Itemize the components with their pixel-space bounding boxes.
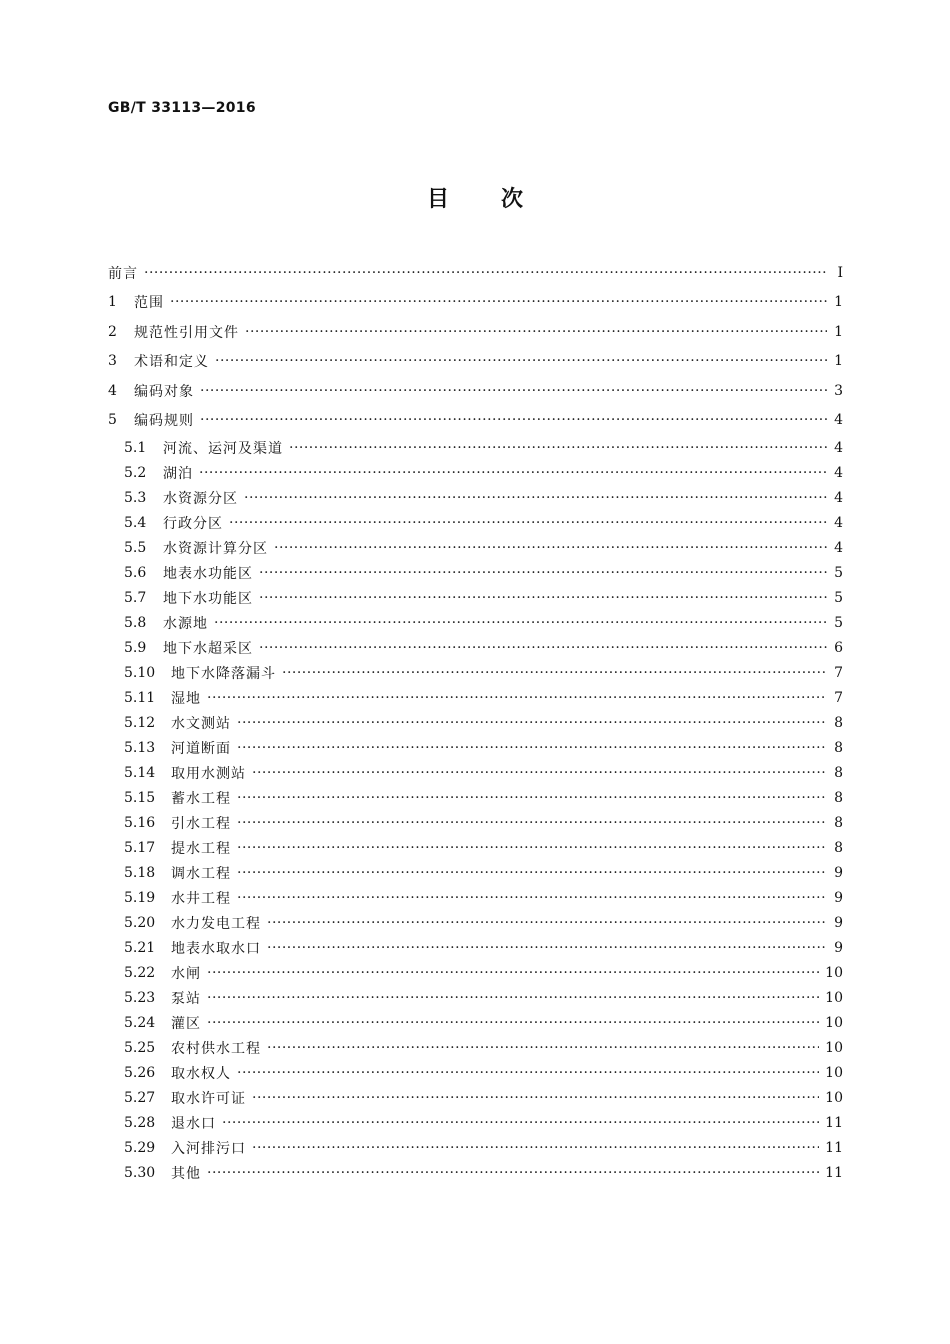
toc-entry[interactable] bbox=[108, 1035, 843, 1060]
dot-leader bbox=[207, 1015, 819, 1031]
toc-entry[interactable] bbox=[108, 960, 843, 985]
toc-entry[interactable] bbox=[108, 485, 843, 510]
toc-entry-number: 5.12 bbox=[124, 714, 156, 731]
title-char-1: 目 bbox=[426, 187, 449, 212]
toc-entry-number: 5.4 bbox=[124, 514, 147, 531]
toc-entry-page: 8 bbox=[834, 739, 843, 756]
toc-entry-label: 范围 bbox=[134, 295, 164, 312]
toc-entry[interactable] bbox=[108, 635, 843, 660]
toc-entry-number: 5.10 bbox=[124, 664, 156, 681]
toc-entry-number: 2 bbox=[108, 323, 117, 340]
dot-leader bbox=[267, 1040, 819, 1056]
toc-entry[interactable] bbox=[108, 860, 843, 885]
toc-entry-label: 行政分区 bbox=[163, 515, 223, 532]
toc-entry[interactable] bbox=[108, 376, 843, 406]
dot-leader bbox=[259, 565, 827, 581]
toc-entry-label: 蓄水工程 bbox=[171, 790, 231, 807]
toc-entry[interactable] bbox=[108, 317, 843, 347]
toc-entry-label: 规范性引用文件 bbox=[134, 324, 239, 341]
toc-entry-page: 10 bbox=[825, 1064, 843, 1081]
toc-entry-page: 10 bbox=[825, 1039, 843, 1056]
toc-entry-label: 地表水功能区 bbox=[163, 565, 253, 582]
toc-entry-number: 5.8 bbox=[124, 614, 147, 631]
toc-entry-label: 水闸 bbox=[171, 965, 201, 982]
dot-leader bbox=[207, 990, 819, 1006]
toc-entry-page: 10 bbox=[825, 964, 843, 981]
dot-leader bbox=[252, 1090, 819, 1106]
toc-entry-page: 8 bbox=[834, 764, 843, 781]
toc-entry-page: 4 bbox=[834, 412, 843, 429]
toc-entry-page: 11 bbox=[825, 1164, 843, 1181]
dot-leader bbox=[252, 1140, 819, 1156]
toc-entry[interactable] bbox=[108, 288, 843, 318]
toc-entry-label: 湿地 bbox=[171, 690, 201, 707]
title-char-2: 次 bbox=[501, 187, 524, 212]
dot-leader bbox=[237, 890, 827, 906]
standard-code: GB/T 33113—2016 bbox=[108, 100, 256, 116]
toc-entry-page: 8 bbox=[834, 789, 843, 806]
dot-leader bbox=[200, 412, 827, 428]
toc-entry-number: 5.16 bbox=[124, 814, 156, 831]
toc-entry[interactable] bbox=[108, 1135, 843, 1160]
toc-entry-number: 5.6 bbox=[124, 564, 147, 581]
toc-entry[interactable] bbox=[108, 435, 843, 460]
toc-entry-number: 5.15 bbox=[124, 789, 156, 806]
toc-entry-page: 5 bbox=[834, 589, 843, 606]
toc-entry-page: 8 bbox=[834, 839, 843, 856]
toc-entry-label: 地下水超采区 bbox=[163, 640, 253, 657]
toc-entry[interactable] bbox=[108, 685, 843, 710]
dot-leader bbox=[259, 640, 827, 656]
toc-entry-label: 地下水降落漏斗 bbox=[171, 665, 276, 682]
toc-entry-label: 灌区 bbox=[171, 1015, 201, 1032]
toc-entry-page: 1 bbox=[834, 323, 843, 340]
toc-entry-number: 5.14 bbox=[124, 764, 156, 781]
toc-entry-page: 10 bbox=[825, 1014, 843, 1031]
toc-entry[interactable] bbox=[108, 510, 843, 535]
dot-leader bbox=[267, 915, 827, 931]
toc-entry-number: 5.9 bbox=[124, 639, 147, 656]
toc-entry[interactable] bbox=[108, 585, 843, 610]
toc-entry-label: 水资源计算分区 bbox=[163, 540, 268, 557]
toc-entry-page: 9 bbox=[834, 914, 843, 931]
toc-entry-label: 河流、运河及渠道 bbox=[163, 440, 283, 457]
toc-entry-page: 4 bbox=[834, 439, 843, 456]
toc-entry-page: 9 bbox=[834, 889, 843, 906]
dot-leader bbox=[259, 590, 827, 606]
toc-entry[interactable] bbox=[108, 1060, 843, 1085]
toc-entry[interactable] bbox=[108, 1085, 843, 1110]
toc-entry-number: 5.1 bbox=[124, 439, 147, 456]
dot-leader bbox=[252, 765, 827, 781]
toc-entry-page: 9 bbox=[834, 864, 843, 881]
dot-leader bbox=[245, 324, 827, 340]
dot-leader bbox=[215, 353, 827, 369]
toc-entry-number: 5.23 bbox=[124, 989, 156, 1006]
toc-entry-page: 6 bbox=[834, 639, 843, 656]
toc-entry-page: 7 bbox=[834, 689, 843, 706]
toc-entry-label: 退水口 bbox=[171, 1115, 216, 1132]
toc-entry-number: 4 bbox=[108, 382, 117, 399]
dot-leader bbox=[237, 840, 827, 856]
dot-leader bbox=[282, 665, 827, 681]
dot-leader bbox=[207, 690, 827, 706]
toc-entry[interactable] bbox=[108, 460, 843, 485]
toc-entry-label: 引水工程 bbox=[171, 815, 231, 832]
table-of-contents bbox=[108, 258, 843, 1185]
dot-leader bbox=[289, 440, 827, 456]
toc-entry[interactable] bbox=[108, 985, 843, 1010]
toc-entry-number: 5.24 bbox=[124, 1014, 156, 1031]
toc-entry-page: 9 bbox=[834, 939, 843, 956]
toc-entry-label: 农村供水工程 bbox=[171, 1040, 261, 1057]
toc-entry[interactable] bbox=[108, 560, 843, 585]
toc-entry-number: 5.28 bbox=[124, 1114, 156, 1131]
dot-leader bbox=[170, 294, 827, 310]
toc-entry-number: 5.11 bbox=[124, 689, 156, 706]
toc-entry-page: 5 bbox=[834, 614, 843, 631]
toc-entry-number: 3 bbox=[108, 353, 117, 370]
toc-entry[interactable] bbox=[108, 347, 843, 377]
page-title bbox=[0, 182, 950, 213]
toc-entry-number: 5.3 bbox=[124, 489, 147, 506]
toc-entry-page: 4 bbox=[834, 539, 843, 556]
toc-entry-page: 11 bbox=[825, 1114, 843, 1131]
dot-leader bbox=[267, 940, 827, 956]
toc-entry-number: 5 bbox=[108, 412, 117, 429]
toc-entry-label: 地下水功能区 bbox=[163, 590, 253, 607]
toc-entry-label: 湖泊 bbox=[163, 465, 193, 482]
toc-entry-number: 5.21 bbox=[124, 939, 156, 956]
toc-entry[interactable] bbox=[108, 406, 843, 436]
toc-entry-number: 5.17 bbox=[124, 839, 156, 856]
toc-entry-number: 5.22 bbox=[124, 964, 156, 981]
toc-entry-page: 8 bbox=[834, 714, 843, 731]
toc-entry-page: 1 bbox=[834, 294, 843, 311]
toc-entry-number: 5.13 bbox=[124, 739, 156, 756]
toc-entry-number: 5.25 bbox=[124, 1039, 156, 1056]
toc-entry-number: 5.18 bbox=[124, 864, 156, 881]
toc-entry-number: 5.5 bbox=[124, 539, 147, 556]
toc-entry-page: 1 bbox=[834, 353, 843, 370]
toc-entry-label: 取水权人 bbox=[171, 1065, 231, 1082]
toc-entry-number: 5.27 bbox=[124, 1089, 156, 1106]
dot-leader bbox=[237, 715, 827, 731]
toc-entry-page: 4 bbox=[834, 514, 843, 531]
dot-leader bbox=[207, 1165, 819, 1181]
toc-entry[interactable] bbox=[108, 735, 843, 760]
dot-leader bbox=[237, 790, 827, 806]
dot-leader bbox=[237, 1065, 819, 1081]
dot-leader bbox=[214, 615, 827, 631]
toc-entry-page: 7 bbox=[834, 664, 843, 681]
dot-leader bbox=[237, 740, 827, 756]
toc-entry-page: 8 bbox=[834, 814, 843, 831]
toc-entry[interactable] bbox=[108, 785, 843, 810]
toc-entry-number: 1 bbox=[108, 294, 117, 311]
dot-leader bbox=[229, 515, 827, 531]
toc-entry-label: 编码规则 bbox=[134, 413, 194, 430]
toc-entry-label: 其他 bbox=[171, 1165, 201, 1182]
toc-entry-label: 水源地 bbox=[163, 615, 208, 632]
toc-entry[interactable] bbox=[108, 835, 843, 860]
toc-entry-page: 4 bbox=[834, 464, 843, 481]
toc-entry[interactable] bbox=[108, 258, 843, 288]
toc-entry[interactable] bbox=[108, 885, 843, 910]
dot-leader bbox=[200, 383, 827, 399]
toc-entry-label: 取水许可证 bbox=[171, 1090, 246, 1107]
toc-entry-number: 5.29 bbox=[124, 1139, 156, 1156]
toc-entry[interactable] bbox=[108, 810, 843, 835]
toc-entry[interactable] bbox=[108, 1160, 843, 1185]
toc-entry-label: 取用水测站 bbox=[171, 765, 246, 782]
dot-leader bbox=[199, 465, 827, 481]
toc-entry-page: Ⅰ bbox=[837, 264, 843, 281]
toc-entry[interactable] bbox=[108, 910, 843, 935]
dot-leader bbox=[244, 490, 827, 506]
toc-entry-page: 3 bbox=[834, 382, 843, 399]
toc-entry-label: 河道断面 bbox=[171, 740, 231, 757]
toc-entry[interactable] bbox=[108, 660, 843, 685]
toc-entry-label: 水文测站 bbox=[171, 715, 231, 732]
toc-entry-label: 水井工程 bbox=[171, 890, 231, 907]
toc-entry-label: 水力发电工程 bbox=[171, 915, 261, 932]
toc-entry[interactable] bbox=[108, 760, 843, 785]
toc-entry-page: 5 bbox=[834, 564, 843, 581]
toc-entry-number: 5.20 bbox=[124, 914, 156, 931]
toc-entry[interactable] bbox=[108, 710, 843, 735]
toc-entry-label: 泵站 bbox=[171, 990, 201, 1007]
dot-leader bbox=[144, 265, 827, 281]
toc-entry-label: 入河排污口 bbox=[171, 1140, 246, 1157]
dot-leader bbox=[222, 1115, 819, 1131]
toc-entry-page: 4 bbox=[834, 489, 843, 506]
toc-entry-label: 水资源分区 bbox=[163, 490, 238, 507]
toc-entry-page: 10 bbox=[825, 989, 843, 1006]
toc-entry-number: 5.19 bbox=[124, 889, 156, 906]
dot-leader bbox=[237, 865, 827, 881]
toc-entry-page: 11 bbox=[825, 1139, 843, 1156]
toc-entry-number: 5.2 bbox=[124, 464, 147, 481]
toc-entry[interactable] bbox=[108, 1110, 843, 1135]
toc-entry-label: 调水工程 bbox=[171, 865, 231, 882]
toc-entry-number: 5.26 bbox=[124, 1064, 156, 1081]
toc-entry[interactable] bbox=[108, 535, 843, 560]
toc-entry-label: 编码对象 bbox=[134, 383, 194, 400]
dot-leader bbox=[207, 965, 819, 981]
toc-entry-label: 提水工程 bbox=[171, 840, 231, 857]
dot-leader bbox=[274, 540, 827, 556]
toc-entry[interactable] bbox=[108, 935, 843, 960]
toc-entry[interactable] bbox=[108, 1010, 843, 1035]
toc-entry-label: 术语和定义 bbox=[134, 354, 209, 371]
toc-entry-label: 前言 bbox=[108, 265, 138, 282]
dot-leader bbox=[237, 815, 827, 831]
toc-entry-number: 5.7 bbox=[124, 589, 147, 606]
toc-entry-page: 10 bbox=[825, 1089, 843, 1106]
toc-entry[interactable] bbox=[108, 610, 843, 635]
toc-entry-number: 5.30 bbox=[124, 1164, 156, 1181]
toc-entry-label: 地表水取水口 bbox=[171, 940, 261, 957]
